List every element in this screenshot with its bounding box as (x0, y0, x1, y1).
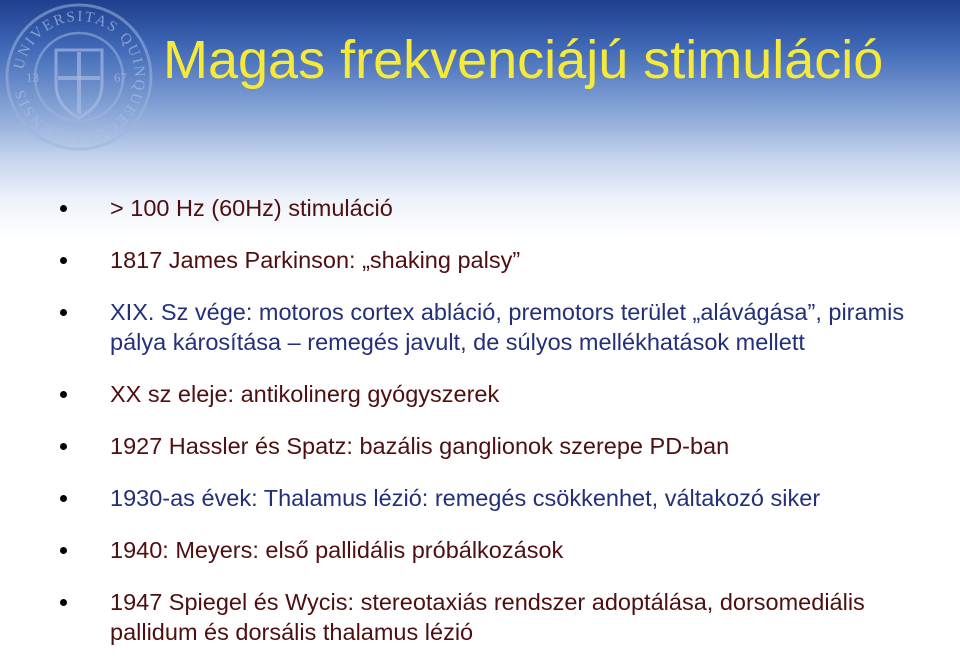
bullet-text: > 100 Hz (60Hz) stimuláció (110, 195, 393, 221)
bullet-text: 1927 Hassler és Spatz: bazális ganglionok szerepe PD-ban (110, 433, 730, 459)
bullet-dot-icon (60, 257, 67, 264)
bullet-item (60, 245, 940, 275)
bullet-text: XIX. Sz vége: motoros cortex abláció, premotors terület „alávágása”, piramis pálya károsítása – remegés javult, de súlyos mellékhatások mellett (110, 299, 905, 355)
bullet-text: 1817 James Parkinson: „shaking palsy” (110, 247, 521, 273)
bullet-dot-icon (60, 309, 67, 316)
seal-year-left: 13 (26, 70, 39, 85)
bullet-item (60, 297, 940, 357)
slide-title: Magas frekvenciájú stimuláció (163, 30, 884, 90)
seal-year-right: 67 (114, 70, 127, 85)
bullet-item (60, 587, 940, 647)
bullet-dot-icon (60, 205, 67, 212)
bullet-dot-icon (60, 547, 67, 554)
bullet-item (60, 379, 940, 409)
bullet-dot-icon (60, 495, 67, 502)
bullet-item (60, 483, 940, 513)
bullet-item (60, 193, 940, 223)
bullet-list (60, 193, 940, 669)
bullet-text: 1947 Spiegel és Wycis: stereotaxiás rendszer adoptálása, dorsomediális pallidum és dorsális thalamus lézió (110, 589, 865, 645)
bullet-text: 1940: Meyers: első pallidális próbálkozások (110, 537, 564, 563)
bullet-dot-icon (60, 599, 67, 606)
bullet-item (60, 431, 940, 461)
bullet-item (60, 535, 940, 565)
university-seal-logo (4, 2, 154, 152)
bullet-text: XX sz eleje: antikolinerg gyógyszerek (110, 381, 500, 407)
bullet-dot-icon (60, 443, 67, 450)
seal-ring-text: UNIVERSITAS QUINQUEECCLESIENSIS (11, 8, 148, 146)
bullet-text: 1930-as évek: Thalamus lézió: remegés csökkenhet, váltakozó siker (110, 485, 821, 511)
bullet-dot-icon (60, 391, 67, 398)
